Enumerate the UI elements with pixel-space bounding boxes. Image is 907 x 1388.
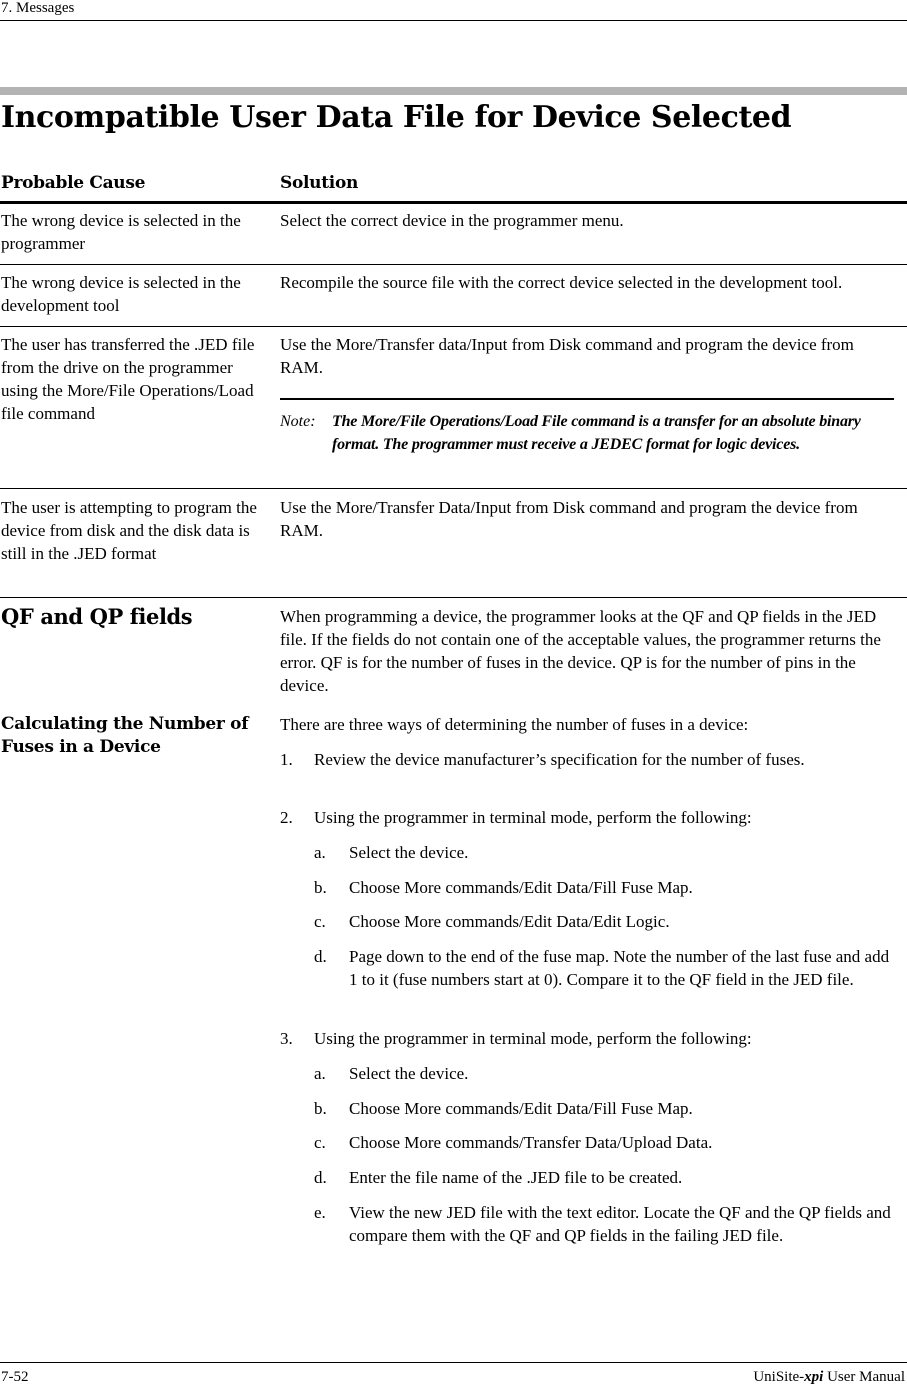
sub-list-item bbox=[314, 1062, 892, 1085]
list-marker: 2. bbox=[280, 808, 293, 827]
list-item-text: Enter the file name of the .JED file to be created. bbox=[349, 1168, 683, 1187]
row-divider bbox=[0, 488, 907, 489]
list-marker: c. bbox=[314, 1133, 326, 1152]
list-item-text: Choose More commands/Edit Data/Fill Fuse Map. bbox=[349, 1099, 693, 1118]
list-item bbox=[280, 806, 892, 829]
note-text: The More/File Operations/Load File command is a transfer for an absolute binary format. The programmer must receive a JEDEC format for logic devices. bbox=[332, 413, 861, 453]
note bbox=[280, 410, 894, 456]
sub-list-item bbox=[314, 1166, 892, 1189]
list-marker: a. bbox=[314, 1064, 326, 1083]
list-marker: d. bbox=[314, 947, 327, 966]
list-item-text: Choose More commands/Edit Data/Edit Logic. bbox=[349, 912, 670, 931]
fuses-intro: There are three ways of determining the number of fuses in a device: bbox=[280, 715, 749, 734]
manual-title-suffix: User Manual bbox=[823, 1369, 905, 1385]
list-item-text: Select the device. bbox=[349, 1064, 469, 1083]
list-item-text: Select the device. bbox=[349, 843, 469, 862]
list-marker: 1. bbox=[280, 750, 293, 769]
cause-cell: The wrong device is selected in the programmer bbox=[1, 211, 241, 253]
sub-list-item bbox=[314, 945, 892, 991]
manual-title-italic: xpi bbox=[804, 1369, 824, 1385]
sub-list-item bbox=[314, 1201, 892, 1247]
list-marker: b. bbox=[314, 878, 327, 897]
list-marker: a. bbox=[314, 843, 326, 862]
cause-cell: The user has transferred the .JED file from the drive on the programmer using the More/File Operations/Load file command bbox=[1, 335, 255, 423]
qf-qp-heading: QF and QP fields bbox=[1, 604, 193, 629]
cause-cell: The user is attempting to program the device from disk and the disk data is still in the .JED format bbox=[1, 498, 257, 563]
list-marker: b. bbox=[314, 1099, 327, 1118]
note-label: Note: bbox=[280, 413, 316, 430]
list-marker: 3. bbox=[280, 1029, 293, 1048]
table-header-rule bbox=[0, 201, 907, 204]
list-item-text: Using the programmer in terminal mode, perform the following: bbox=[314, 1029, 752, 1048]
header-rule bbox=[0, 20, 907, 21]
note-rule bbox=[280, 398, 894, 400]
sub-list-item bbox=[314, 1097, 892, 1120]
list-item bbox=[280, 748, 892, 771]
list-item-text: Using the programmer in terminal mode, perform the following: bbox=[314, 808, 752, 827]
list-item bbox=[280, 1027, 892, 1050]
section-bar bbox=[0, 87, 907, 95]
footer-rule bbox=[0, 1362, 907, 1363]
fuses-heading: Calculating the Number of Fuses in a Device bbox=[1, 714, 249, 757]
list-item-text: View the new JED file with the text editor. Locate the QF and the QP fields and compare them with the QF and QP fields in the failing JED file. bbox=[349, 1203, 891, 1245]
list-marker: c. bbox=[314, 912, 326, 931]
solution-cell: Select the correct device in the programmer menu. bbox=[280, 211, 624, 230]
solution-cell: Use the More/Transfer data/Input from Disk command and program the device from RAM. bbox=[280, 335, 854, 377]
solution-cell: Use the More/Transfer Data/Input from Disk command and program the device from RAM. bbox=[280, 498, 858, 540]
row-divider bbox=[0, 326, 907, 327]
page-title: Incompatible User Data File for Device Selected bbox=[1, 100, 792, 135]
column-header-probable-cause: Probable Cause bbox=[1, 173, 146, 193]
list-item-text: Review the device manufacturer’s specification for the number of fuses. bbox=[314, 750, 805, 769]
manual-title-prefix: UniSite- bbox=[753, 1369, 805, 1385]
list-item-text: Choose More commands/Transfer Data/Upload Data. bbox=[349, 1133, 713, 1152]
sub-list-item bbox=[314, 910, 892, 933]
column-header-solution: Solution bbox=[280, 173, 359, 193]
manual-title bbox=[753, 1369, 905, 1385]
list-item-text: Page down to the end of the fuse map. Note the number of the last fuse and add 1 to it (fuse numbers start at 0). Compare it to the QF field in the JED file. bbox=[349, 947, 890, 989]
list-item-text: Choose More commands/Edit Data/Fill Fuse Map. bbox=[349, 878, 693, 897]
sub-list-item bbox=[314, 876, 892, 899]
solution-cell: Recompile the source file with the correct device selected in the development tool. bbox=[280, 273, 843, 292]
qf-qp-body: When programming a device, the programmer looks at the QF and QP fields in the JED file. If the fields do not contain one of the acceptable values, the programmer returns the error. QF is for the number of fuses in the device. QP is for the number of pins in the device. bbox=[280, 607, 881, 695]
list-marker: e. bbox=[314, 1203, 326, 1222]
sub-list-item bbox=[314, 1131, 892, 1154]
sub-list-item bbox=[314, 841, 892, 864]
page-number: 7-52 bbox=[1, 1369, 29, 1385]
cause-cell: The wrong device is selected in the development tool bbox=[1, 273, 241, 315]
list-marker: d. bbox=[314, 1168, 327, 1187]
running-head: 7. Messages bbox=[1, 0, 75, 16]
row-divider bbox=[0, 597, 907, 598]
row-divider bbox=[0, 264, 907, 265]
